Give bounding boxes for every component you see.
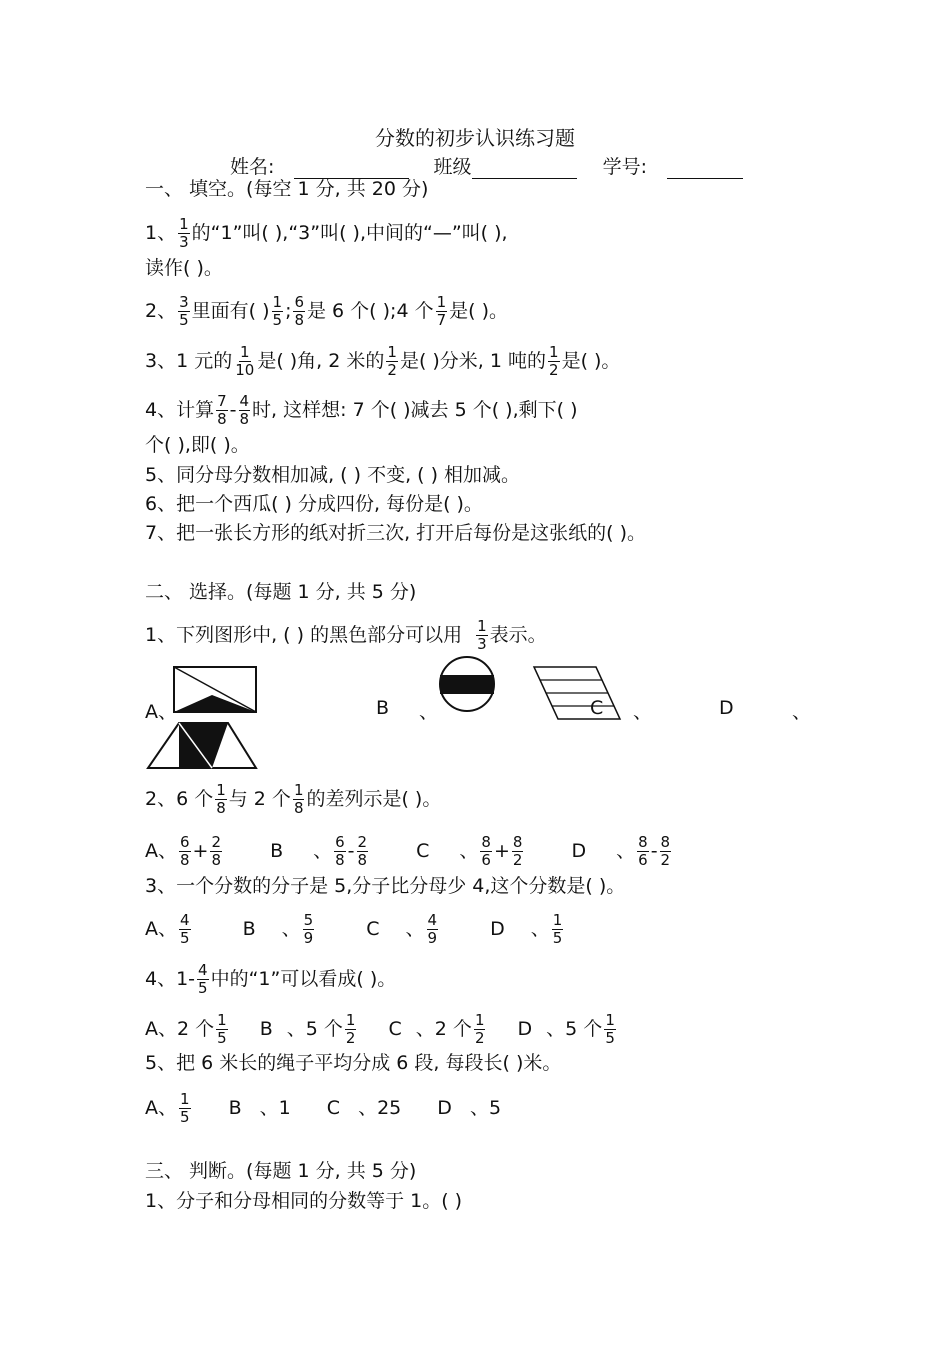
s1-q1-cont: 读作( )。 [145, 257, 223, 279]
class-label: 班级 [433, 156, 472, 178]
option-b[interactable]: B 、 $\frac{5}{9}$ [242, 911, 314, 947]
fraction: $\frac{6}{8}$ [180, 833, 190, 869]
option-b[interactable]: B 、 $\frac{6}{8}$ - $\frac{2}{8}$ [270, 833, 368, 869]
s2-q3: 3、一个分数的分子是 5,分子比分母少 4,这个分数是( )。 [145, 875, 626, 897]
option-a[interactable]: A、2 个 $\frac{1}{5}$ [145, 1011, 227, 1047]
fraction: $\frac{4}{5}$ [180, 911, 190, 947]
circle-shape[interactable] [440, 657, 494, 711]
section1-heading: 一、 填空。(每空 1 分, 共 20 分) [145, 178, 429, 200]
option-a[interactable]: A、 $\frac{6}{8}$ + $\frac{2}{8}$ [145, 833, 222, 869]
s1-q7: 7、把一张长方形的纸对折三次, 打开后每份是这张纸的( )。 [145, 522, 647, 544]
fraction: $\frac{1}{2}$ [345, 1011, 356, 1047]
name-label: 姓名: [230, 156, 275, 178]
fraction: $\frac{1}{8}$ [216, 781, 226, 817]
s2-q1-option-a[interactable]: A、 [145, 701, 177, 723]
option-d[interactable]: D 、 $\frac{8}{6}$ - $\frac{8}{2}$ [571, 833, 671, 869]
option-d[interactable]: D 、5 个 $\frac{1}{5}$ [517, 1011, 615, 1047]
option-c[interactable]: C 、25 [326, 1097, 402, 1119]
s1-q2: 2、 $\frac{3}{5}$ 里面有( ) $\frac{1}{5}$ ; $\frac{6}{8}$ 是 6 个( );4 个 $\frac{1}{7}$ 是( )。 [145, 293, 508, 329]
fraction: $\frac{8}{6}$ [638, 833, 648, 869]
rectangle-shape[interactable] [174, 667, 256, 712]
s2-q2-options [145, 834, 673, 869]
fraction: $\frac{1}{8}$ [293, 781, 304, 817]
fraction: $\frac{4}{5}$ [198, 961, 208, 997]
s2-q1: 1、下列图形中, ( ) 的黑色部分可以用 $\frac{1}{3}$ 表示。 [145, 617, 547, 653]
fraction: $\frac{1}{7}$ [436, 293, 447, 329]
fraction: $\frac{5}{9}$ [303, 911, 314, 947]
fraction: $\frac{6}{8}$ [335, 833, 345, 869]
number-label: 学号: [602, 156, 647, 178]
fraction: $\frac{1}{3}$ [477, 617, 487, 653]
s2-q3-options [145, 912, 565, 947]
fraction: $\frac{4}{8}$ [239, 392, 250, 428]
option-a[interactable]: A、 $\frac{1}{5}$ [145, 1090, 190, 1126]
s2-q5: 5、把 6 米长的绳子平均分成 6 段, 每段长( )米。 [145, 1052, 562, 1074]
s1-q4-cont: 个( ),即( )。 [145, 434, 250, 456]
fraction: $\frac{1}{5}$ [272, 293, 283, 329]
option-c[interactable]: C 、 $\frac{4}{9}$ [366, 911, 438, 947]
option-c[interactable]: C 、 $\frac{8}{6}$ + $\frac{8}{2}$ [416, 833, 523, 869]
option-d[interactable]: D 、 $\frac{1}{5}$ [490, 911, 563, 947]
s2-q1-option-b[interactable]: B [376, 697, 390, 719]
fraction: $\frac{8}{2}$ [512, 833, 523, 869]
s2-q4-options [145, 1012, 618, 1047]
option-c[interactable]: C 、2 个 $\frac{1}{2}$ [388, 1011, 485, 1047]
fraction: $\frac{2}{8}$ [357, 833, 368, 869]
s2-q1-option-d[interactable]: D [719, 697, 734, 719]
option-a[interactable]: A、 $\frac{4}{5}$ [145, 911, 190, 947]
fraction: $\frac{7}{8}$ [217, 392, 227, 428]
fraction: $\frac{1}{3}$ [179, 215, 189, 251]
fraction: $\frac{1}{2}$ [474, 1011, 485, 1047]
s2-q5-options [145, 1091, 501, 1126]
s3-q1: 1、分子和分母相同的分数等于 1。( ) [145, 1190, 463, 1212]
trapezoid-shape[interactable] [148, 723, 256, 768]
fraction: $\frac{1}{5}$ [552, 911, 563, 947]
fraction: $\frac{1}{5}$ [217, 1011, 227, 1047]
fraction: $\frac{6}{8}$ [294, 293, 305, 329]
s2-q1-option-c[interactable]: C [590, 697, 604, 719]
fraction: $\frac{4}{9}$ [427, 911, 438, 947]
separator: 、 [633, 701, 653, 723]
s1-q3: 3、1 元的 $\frac{1}{10}$ 是( )角, 2 米的 $\frac{1}{2}$ 是( )分米, 1 吨的 $\frac{1}{2}$ 是( )。 [145, 343, 621, 379]
fraction: $\frac{8}{6}$ [481, 833, 491, 869]
s2-q4: 4、1- $\frac{4}{5}$ 中的“1”可以看成( )。 [145, 961, 397, 997]
fraction: $\frac{1}{2}$ [549, 343, 559, 379]
option-b[interactable]: B 、5 个 $\frac{1}{2}$ [259, 1011, 356, 1047]
parallelogram-shape[interactable] [534, 667, 620, 719]
page-title: 分数的初步认识练习题 [375, 126, 575, 150]
fraction: $\frac{1}{5}$ [180, 1090, 190, 1126]
section3-heading: 三、 判断。(每题 1 分, 共 5 分) [145, 1160, 417, 1182]
fraction: $\frac{1}{5}$ [605, 1011, 615, 1047]
s1-q5: 5、同分母分数相加减, ( ) 不变, ( ) 相加减。 [145, 464, 521, 486]
s2-q2: 2、6 个 $\frac{1}{8}$ 与 2 个 $\frac{1}{8}$ 的差列示是( )。 [145, 781, 442, 817]
fraction: $\frac{1}{2}$ [387, 343, 397, 379]
fraction: $\frac{1}{10}$ [235, 343, 255, 379]
fraction: $\frac{8}{2}$ [660, 833, 671, 869]
option-d[interactable]: D 、5 [437, 1097, 502, 1119]
fraction: $\frac{2}{8}$ [211, 833, 222, 869]
separator: 、 [792, 701, 812, 723]
s1-q4: 4、计算 $\frac{7}{8}$ - $\frac{4}{8}$ 时, 这样想: 7 个( )减去 5 个( ),剩下( ) [145, 392, 578, 428]
separator: 、 [419, 701, 439, 723]
section2-heading: 二、 选择。(每题 1 分, 共 5 分) [145, 581, 417, 603]
s1-q1: 1、 $\frac{1}{3}$ 的“1”叫( ),“3”叫( ),中间的“—”叫( ), [145, 215, 508, 251]
fraction: $\frac{3}{5}$ [179, 293, 189, 329]
option-b[interactable]: B 、1 [228, 1097, 291, 1119]
s1-q6: 6、把一个西瓜( ) 分成四份, 每份是( )。 [145, 493, 483, 515]
